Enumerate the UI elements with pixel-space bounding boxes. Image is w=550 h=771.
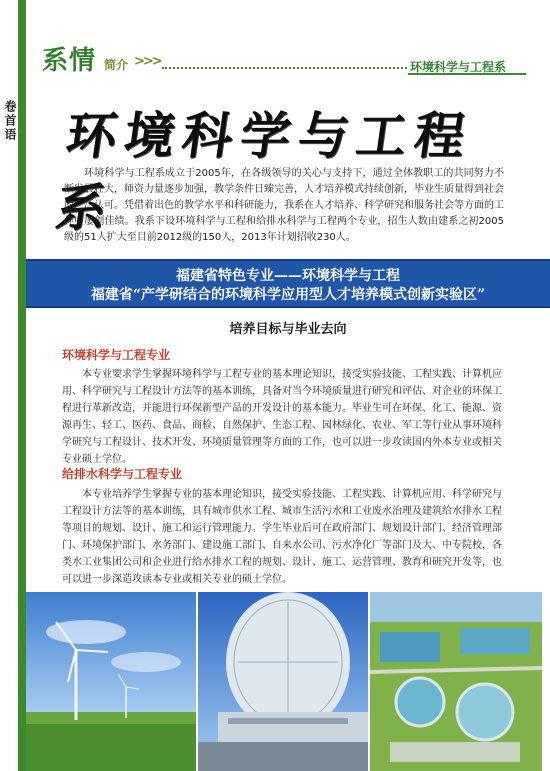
side-label: 卷首语 <box>3 100 17 142</box>
intro-paragraph: 环境科学与工程系成立于2005年，在各级领导的关心与支持下，通过全体教职工的共同努力不断发展壮大，师资力量逐步加强，教学条件日臻完善，人才培养模式持续创新，毕业生质量得到社会的广泛认可。凭借着出色的教学水平和科研能力，我系在人才培养、科学研究和服务社会等方面的工作中屡创佳绩。我系下设环境科学与工程和给排水科学与工程两个专业，招生人数由建系之初2005级的51人扩大至目前2012级的150人，2013年计划招收230人。 <box>64 168 504 243</box>
major-heading-env: 环境科学与工程专业 <box>62 348 171 362</box>
blue-banner <box>26 259 550 308</box>
header-department-label: 环境科学与工程系 <box>410 60 507 74</box>
header-arrows: >>> <box>134 54 161 69</box>
major-text-env: 本专业要求学生掌握环境科学与工程专业的基本理论知识，接受实验技能、工程实践、计算机应用、科学研究与工程设计方法等的基本训练，具备对当今环境质量进行研究和评估、对企业的环保工程进行革新改造，并能进行环保新型产品的开发设计的基本能力。毕业生可在环保、化工、能源、资源再生、轻工、医药、食品、商检、自然保护、生态工程、园林绿化、农业、军工等行业从事环境科学研究与工程设计、技术开发、环境质量管理等方面的工作，也可以进一步攻读国内外本专业或相关专业硕士学位。 <box>62 369 502 465</box>
treatment-plant-photo <box>198 592 368 771</box>
header-underline <box>408 73 526 75</box>
calligraphy-title: 环境科学与工程系 <box>52 106 477 237</box>
section-title: 培养目标与毕业去向 <box>229 322 347 337</box>
banner-line-1: 福建省特色专业——环境科学与工程 <box>176 268 400 284</box>
header-dotted-line <box>162 67 407 69</box>
banner-line-2: 福建省“产学研结合的环境科学应用型人才培养模式创新实验区” <box>90 287 486 303</box>
aerial-plant-photo <box>370 592 542 771</box>
wind-turbine-photo <box>26 592 196 771</box>
header-title: 系情 <box>42 46 97 76</box>
major-text-water: 本专业培养学生掌握专业的基本理论知识，接受实验技能、工程实践、计算机应用、科学研究与工程设计方法等的基本训练，具有城市供水工程、城市生活污水和工业废水治理及建筑给水排水工程等项目的规划、设计、施工和运行管理能力。学生毕业后可在政府部门、规划设计部门、经济管理部门、环境保护部门、水务部门、建设施工部门、自来水公司、污水净化厂等部门及大、中专院校，各类水工业集团公司和企业进行给水排水工程的规划、设计、施工、运营管理、教育和研究开发等，也可以进一步深造攻读本专业或相关专业的硕士学位。 <box>62 489 502 585</box>
major-heading-water: 给排水科学与工程专业 <box>62 467 183 481</box>
header-subtitle: 简介 <box>104 58 129 72</box>
